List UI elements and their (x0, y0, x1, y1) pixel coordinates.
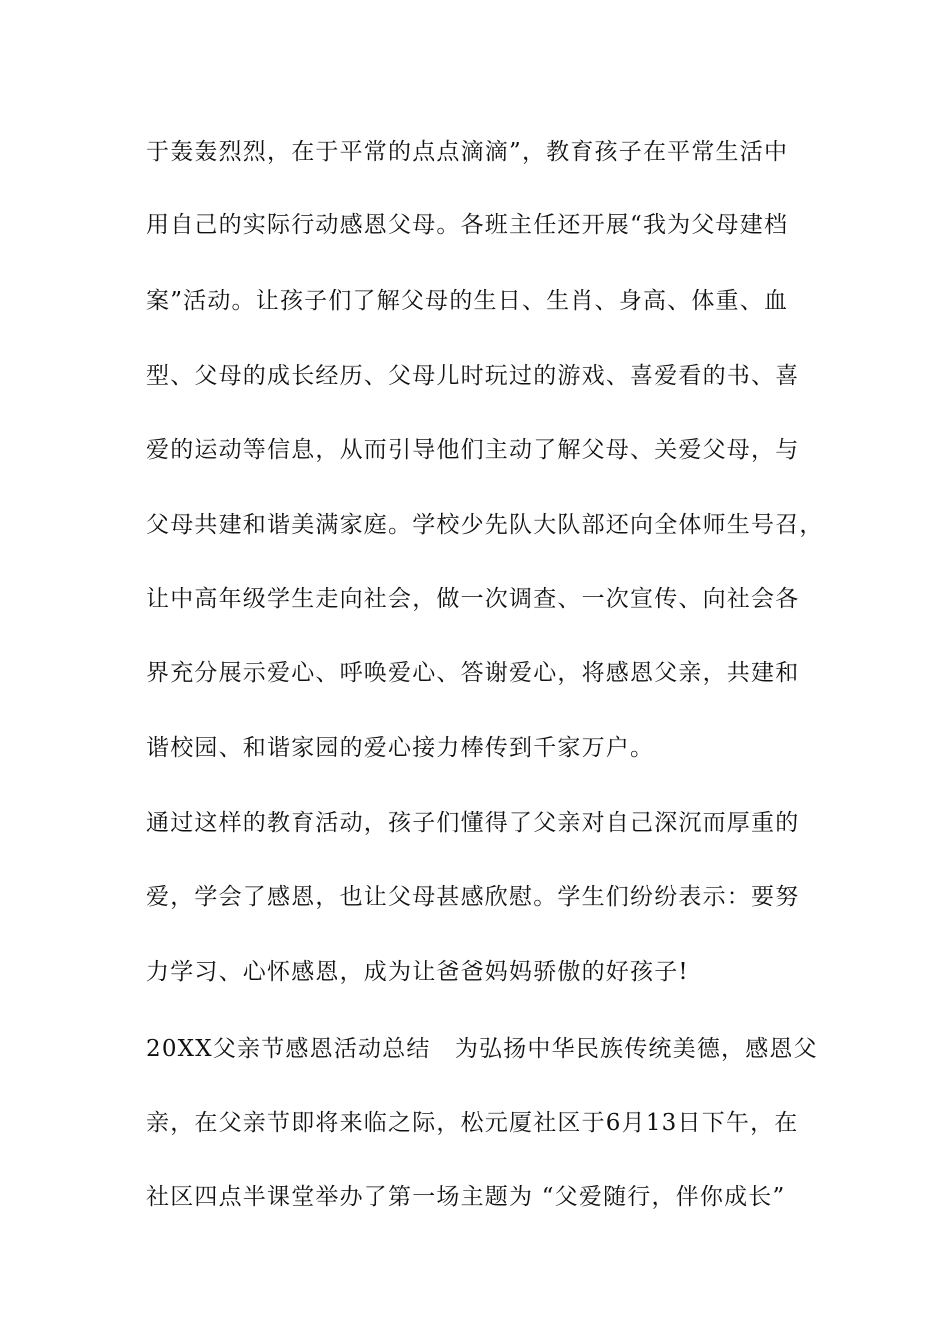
text-line-9: 谐校园、和谐家园的爱心接力棒传到千家万户。 (146, 735, 655, 761)
text-line-11: 爱，学会了感恩，也让父母甚感欣慰。学生们纷纷表示：要努 (146, 884, 800, 910)
text-line-15: 社区四点半课堂举办了第一场主题为 “父爱随行，伴你成长” (146, 1184, 786, 1210)
text-line-1: 于轰轰烈烈，在于平常的点点滴滴”，教育孩子在平常生活中 (146, 139, 789, 165)
text-line-12: 力学习、心怀感恩，成为让爸爸妈妈骄傲的好孩子! (146, 959, 689, 985)
text-line-14: 亲，在父亲节即将来临之际，松元厦社区于6月13日下午，在 (146, 1110, 799, 1136)
text-line-6: 父母共建和谐美满家庭。学校少先队大队部还向全体师生号召， (146, 512, 824, 538)
text-line-5: 爱的运动等信息，从而引导他们主动了解父母、关爱父母，与 (146, 437, 800, 463)
text-line-3: 案”活动。让孩子们了解父母的生日、生肖、身高、体重、血 (146, 288, 789, 314)
text-line-2: 用自己的实际行动感恩父母。各班主任还开展“我为父母建档 (146, 212, 789, 238)
text-line-13: 20XX父亲节感恩活动总结 为弘扬中华民族传统美德，感恩父 (146, 1036, 818, 1062)
text-line-4: 型、父母的成长经历、父母儿时玩过的游戏、喜爱看的书、喜 (146, 363, 800, 389)
text-line-8: 界充分展示爱心、呼唤爱心、答谢爱心，将感恩父亲，共建和 (146, 660, 800, 686)
text-line-10: 通过这样的教育活动，孩子们懂得了父亲对自己深沉而厚重的 (146, 810, 800, 836)
text-line-7: 让中高年级学生走向社会，做一次调查、一次宣传、向社会各 (146, 586, 800, 612)
